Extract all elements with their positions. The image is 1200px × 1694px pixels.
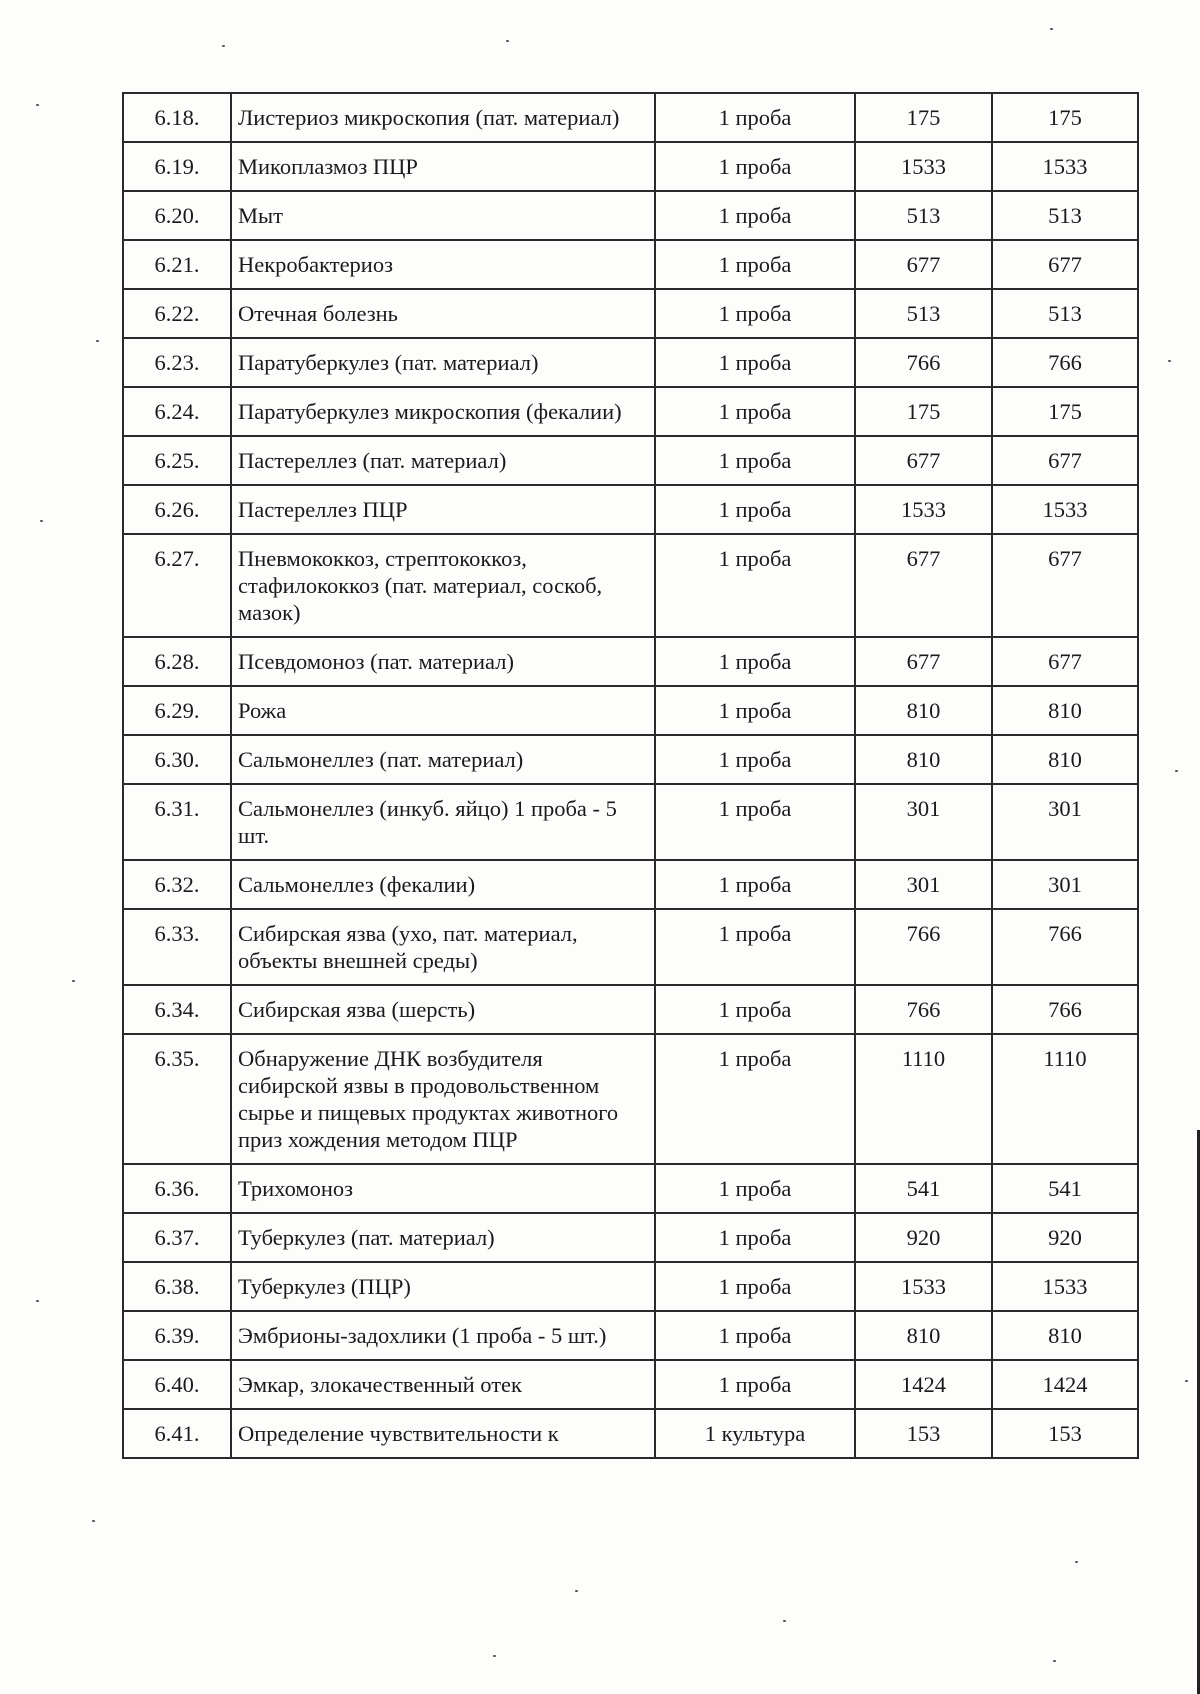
scan-speck (1053, 1660, 1056, 1662)
row-number: 6.21. (123, 240, 231, 289)
row-number: 6.40. (123, 1360, 231, 1409)
row-number: 6.27. (123, 534, 231, 637)
price-value-2: 766 (992, 338, 1138, 387)
price-value: 677 (855, 534, 992, 637)
price-value-2: 810 (992, 686, 1138, 735)
analysis-name: Сальмонеллез (инкуб. яйцо) 1 проба - 5 шт. (231, 784, 655, 860)
unit-of-measure: 1 проба (655, 534, 855, 637)
row-number: 6.30. (123, 735, 231, 784)
analysis-name: Трихомоноз (231, 1164, 655, 1213)
table-row (123, 93, 1138, 142)
table-row (123, 985, 1138, 1034)
price-value-2: 677 (992, 436, 1138, 485)
price-value: 1533 (855, 142, 992, 191)
table-row (123, 909, 1138, 985)
row-number: 6.31. (123, 784, 231, 860)
scan-speck (1175, 770, 1178, 772)
price-value-2: 766 (992, 909, 1138, 985)
table-row (123, 860, 1138, 909)
price-value: 1533 (855, 485, 992, 534)
unit-of-measure: 1 проба (655, 387, 855, 436)
price-value: 677 (855, 436, 992, 485)
unit-of-measure: 1 проба (655, 93, 855, 142)
analysis-name: Паратуберкулез (пат. материал) (231, 338, 655, 387)
row-number: 6.41. (123, 1409, 231, 1458)
analysis-name: Рожа (231, 686, 655, 735)
price-value: 541 (855, 1164, 992, 1213)
price-value-2: 175 (992, 387, 1138, 436)
scan-speck (72, 980, 75, 982)
table-row (123, 1311, 1138, 1360)
table-row (123, 485, 1138, 534)
price-value: 175 (855, 93, 992, 142)
price-value-2: 1533 (992, 1262, 1138, 1311)
price-value-2: 175 (992, 93, 1138, 142)
table-row (123, 1409, 1138, 1458)
price-value: 920 (855, 1213, 992, 1262)
analysis-name: Эмбрионы-задохлики (1 проба - 5 шт.) (231, 1311, 655, 1360)
row-number: 6.34. (123, 985, 231, 1034)
analysis-name: Сибирская язва (ухо, пат. материал, объекты внешней среды) (231, 909, 655, 985)
price-value-2: 301 (992, 784, 1138, 860)
price-value: 301 (855, 860, 992, 909)
row-number: 6.39. (123, 1311, 231, 1360)
row-number: 6.24. (123, 387, 231, 436)
price-value-2: 1533 (992, 485, 1138, 534)
table-row (123, 735, 1138, 784)
price-value-2: 1424 (992, 1360, 1138, 1409)
analysis-name: Пневмококкоз, стрептококкоз, стафилококкоз (пат. материал, соскоб, мазок) (231, 534, 655, 637)
unit-of-measure: 1 проба (655, 860, 855, 909)
analysis-name: Пастереллез ПЦР (231, 485, 655, 534)
price-value: 766 (855, 909, 992, 985)
price-value-2: 810 (992, 735, 1138, 784)
price-table-body (123, 93, 1138, 1458)
price-value: 677 (855, 637, 992, 686)
unit-of-measure: 1 проба (655, 436, 855, 485)
price-value-2: 513 (992, 191, 1138, 240)
scan-speck (1050, 28, 1053, 30)
price-value: 153 (855, 1409, 992, 1458)
table-row (123, 534, 1138, 637)
analysis-name: Сальмонеллез (фекалии) (231, 860, 655, 909)
analysis-name: Сибирская язва (шерсть) (231, 985, 655, 1034)
analysis-name: Микоплазмоз ПЦР (231, 142, 655, 191)
row-number: 6.29. (123, 686, 231, 735)
table-row (123, 191, 1138, 240)
scan-speck (1075, 1561, 1078, 1563)
analysis-name: Паратуберкулез микроскопия (фекалии) (231, 387, 655, 436)
row-number: 6.20. (123, 191, 231, 240)
scan-speck (40, 520, 43, 522)
unit-of-measure: 1 проба (655, 909, 855, 985)
price-value: 301 (855, 784, 992, 860)
table-row (123, 240, 1138, 289)
scan-speck (1185, 1380, 1188, 1382)
scan-speck (783, 1620, 786, 1622)
table-row (123, 1034, 1138, 1164)
table-row (123, 1262, 1138, 1311)
table-row (123, 637, 1138, 686)
analysis-name: Некробактериоз (231, 240, 655, 289)
price-value: 513 (855, 191, 992, 240)
scan-speck (493, 1655, 496, 1657)
table-row (123, 1164, 1138, 1213)
unit-of-measure: 1 проба (655, 1034, 855, 1164)
analysis-name: Псевдомоноз (пат. материал) (231, 637, 655, 686)
analysis-name: Определение чувствительности к (231, 1409, 655, 1458)
table-row (123, 338, 1138, 387)
scan-speck (1168, 360, 1171, 362)
price-value-2: 677 (992, 240, 1138, 289)
price-value: 513 (855, 289, 992, 338)
unit-of-measure: 1 проба (655, 1213, 855, 1262)
scan-speck (506, 40, 509, 42)
price-value: 766 (855, 985, 992, 1034)
price-value-2: 1533 (992, 142, 1138, 191)
row-number: 6.25. (123, 436, 231, 485)
unit-of-measure: 1 проба (655, 1311, 855, 1360)
row-number: 6.36. (123, 1164, 231, 1213)
row-number: 6.18. (123, 93, 231, 142)
price-value-2: 677 (992, 534, 1138, 637)
unit-of-measure: 1 проба (655, 485, 855, 534)
unit-of-measure: 1 проба (655, 191, 855, 240)
table-row (123, 1213, 1138, 1262)
scan-speck (222, 45, 225, 47)
price-value: 677 (855, 240, 992, 289)
unit-of-measure: 1 проба (655, 686, 855, 735)
analysis-name: Пастереллез (пат. материал) (231, 436, 655, 485)
unit-of-measure: 1 проба (655, 1360, 855, 1409)
price-value-2: 301 (992, 860, 1138, 909)
table-row (123, 289, 1138, 338)
price-value: 175 (855, 387, 992, 436)
unit-of-measure: 1 проба (655, 142, 855, 191)
unit-of-measure: 1 проба (655, 1164, 855, 1213)
analysis-name: Мыт (231, 191, 655, 240)
table-row (123, 436, 1138, 485)
row-number: 6.33. (123, 909, 231, 985)
analysis-name: Листериоз микроскопия (пат. материал) (231, 93, 655, 142)
price-value: 810 (855, 1311, 992, 1360)
price-value: 1533 (855, 1262, 992, 1311)
unit-of-measure: 1 культура (655, 1409, 855, 1458)
scan-speck (96, 340, 99, 342)
price-value-2: 153 (992, 1409, 1138, 1458)
price-value-2: 541 (992, 1164, 1138, 1213)
scan-speck (36, 1300, 39, 1302)
scan-speck (92, 1520, 95, 1522)
unit-of-measure: 1 проба (655, 289, 855, 338)
analysis-name: Обнаружение ДНК возбудителя сибирской язвы в продовольственном сырье и пищевых продуктах животного приз хождения методом ПЦР (231, 1034, 655, 1164)
scan-speck (575, 1590, 578, 1592)
price-value-2: 1110 (992, 1034, 1138, 1164)
row-number: 6.38. (123, 1262, 231, 1311)
unit-of-measure: 1 проба (655, 637, 855, 686)
table-row (123, 142, 1138, 191)
unit-of-measure: 1 проба (655, 985, 855, 1034)
price-value-2: 513 (992, 289, 1138, 338)
row-number: 6.35. (123, 1034, 231, 1164)
price-value: 1110 (855, 1034, 992, 1164)
row-number: 6.23. (123, 338, 231, 387)
price-value: 1424 (855, 1360, 992, 1409)
row-number: 6.32. (123, 860, 231, 909)
unit-of-measure: 1 проба (655, 240, 855, 289)
price-value: 810 (855, 686, 992, 735)
unit-of-measure: 1 проба (655, 1262, 855, 1311)
analysis-name: Туберкулез (ПЦР) (231, 1262, 655, 1311)
row-number: 6.28. (123, 637, 231, 686)
analysis-name: Эмкар, злокачественный отек (231, 1360, 655, 1409)
unit-of-measure: 1 проба (655, 735, 855, 784)
analysis-name: Туберкулез (пат. материал) (231, 1213, 655, 1262)
row-number: 6.26. (123, 485, 231, 534)
row-number: 6.19. (123, 142, 231, 191)
row-number: 6.37. (123, 1213, 231, 1262)
row-number: 6.22. (123, 289, 231, 338)
price-value-2: 810 (992, 1311, 1138, 1360)
analysis-name: Отечная болезнь (231, 289, 655, 338)
price-value: 766 (855, 338, 992, 387)
unit-of-measure: 1 проба (655, 784, 855, 860)
analysis-name: Сальмонеллез (пат. материал) (231, 735, 655, 784)
price-value-2: 920 (992, 1213, 1138, 1262)
table-row (123, 1360, 1138, 1409)
table-row (123, 686, 1138, 735)
price-value: 810 (855, 735, 992, 784)
price-table (122, 92, 1139, 1459)
table-row (123, 784, 1138, 860)
table-row (123, 387, 1138, 436)
scan-speck (36, 104, 39, 106)
unit-of-measure: 1 проба (655, 338, 855, 387)
price-value-2: 766 (992, 985, 1138, 1034)
price-value-2: 677 (992, 637, 1138, 686)
